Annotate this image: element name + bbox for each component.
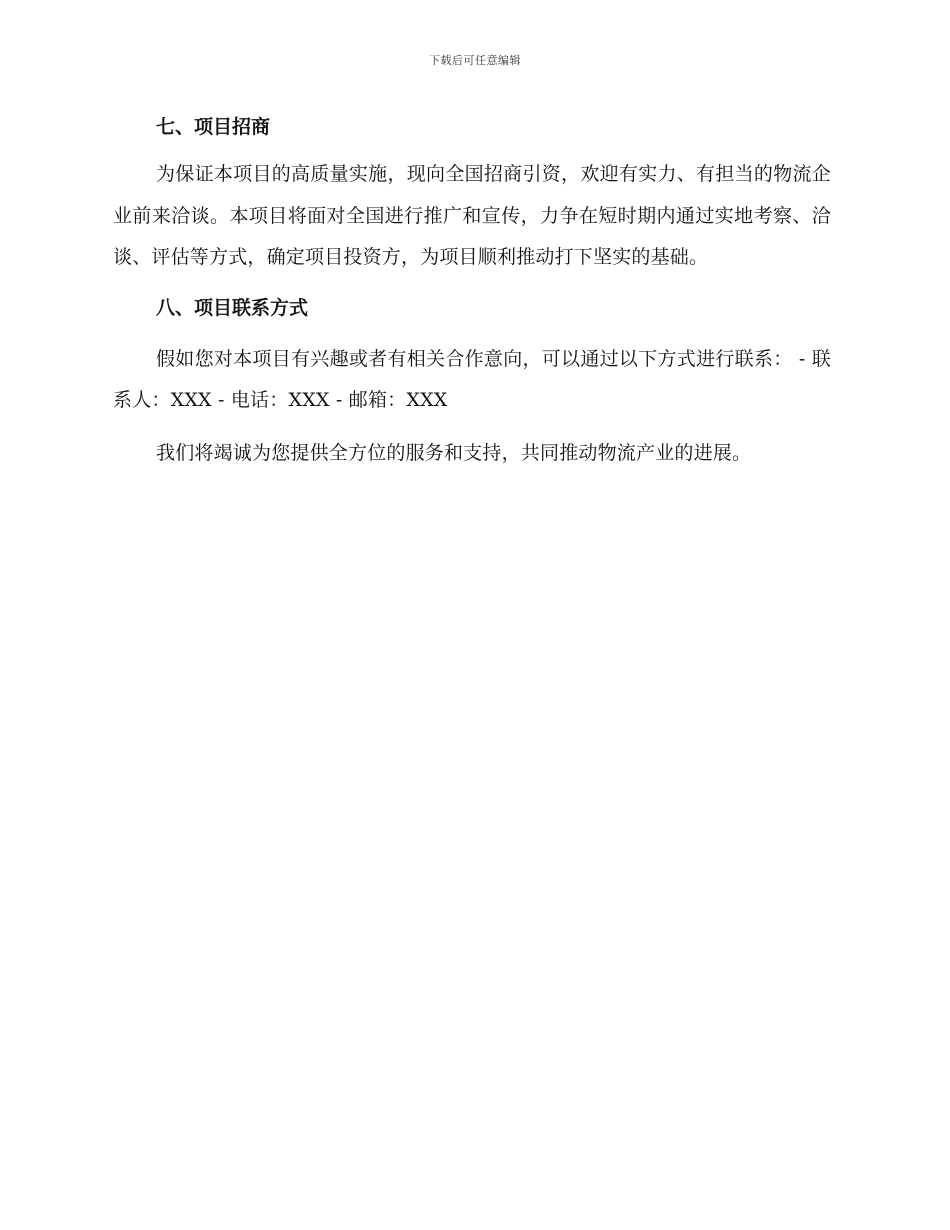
section-paragraph-contact: 假如您对本项目有兴趣或者有相关合作意向，可以通过以下方式进行联系： - 联系人：XXX - 电话：XXX - 邮箱：XXX [113,347,831,411]
section-heading-investment: 七、项目招商 [156,116,271,138]
page-header-note: 下载后可任意编辑 [429,54,521,67]
closing-paragraph: 我们将竭诚为您提供全方位的服务和支持，共同推动物流产业的进展。 [156,441,752,464]
section-paragraph-investment: 为保证本项目的高质量实施，现向全国招商引资，欢迎有实力、有担当的物流企业前来洽谈。本项目将面对全国进行推广和宣传，力争在短时期内通过实地考察、洽谈、评估等方式，确定项目投资方，为项目顺利推动打下坚实的基础。 [113,163,831,268]
section-heading-contact: 八、项目联系方式 [156,296,309,319]
document-body [113,110,831,474]
